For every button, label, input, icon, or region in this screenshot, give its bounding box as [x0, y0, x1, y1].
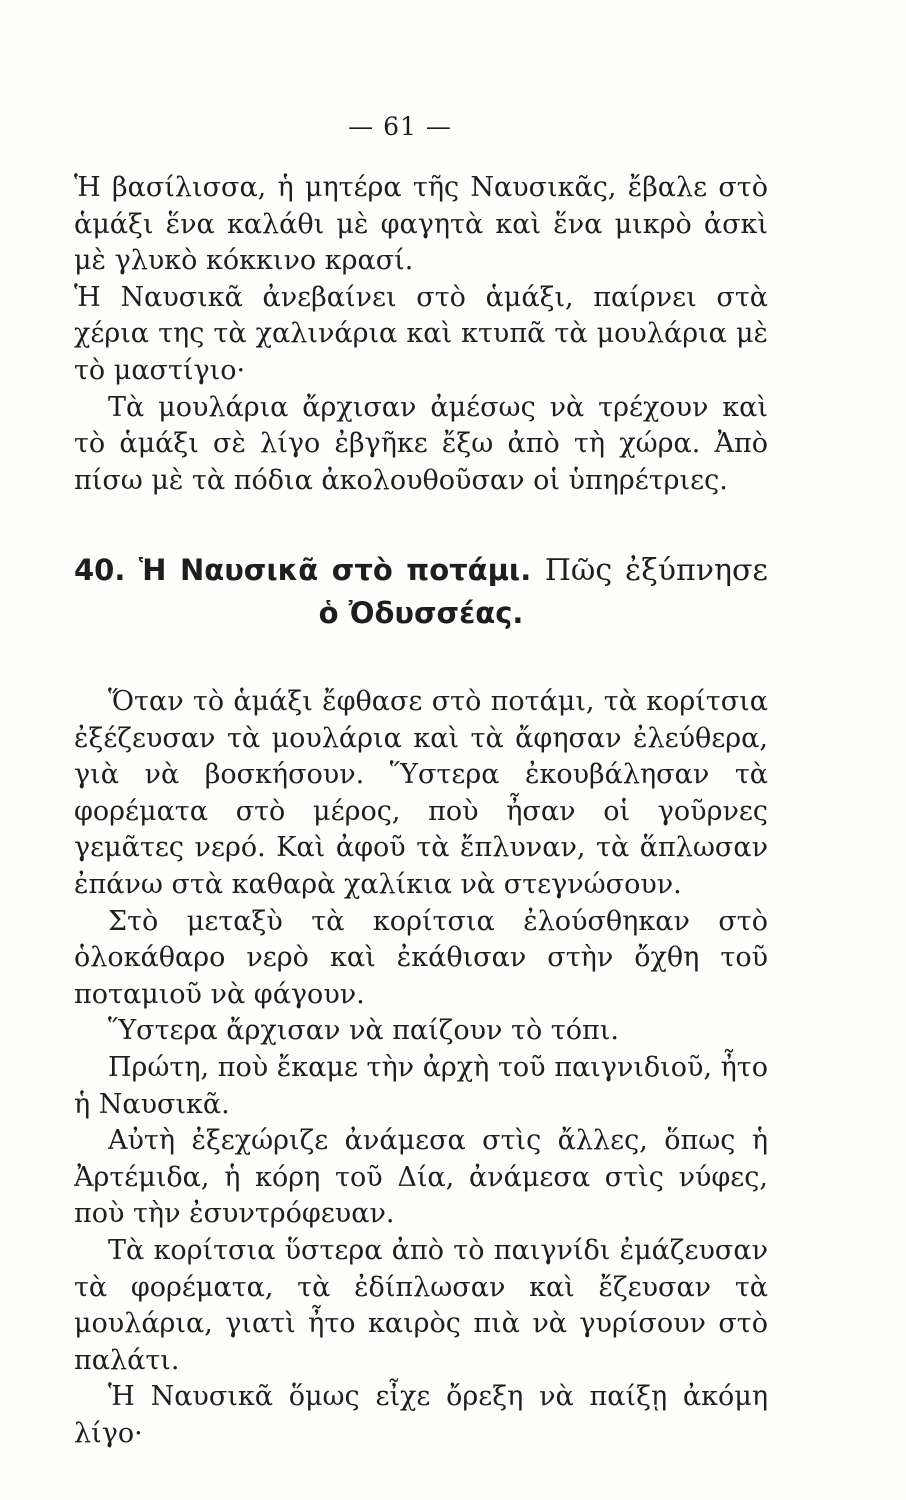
chapter-title-bold: Ἡ Ναυσικᾶ στὸ ποτάμι.: [138, 553, 532, 587]
chapter-title-plain: Πῶς ἐξύπνησε: [544, 553, 768, 588]
section-1-text: [74, 170, 768, 499]
chapter-number: 40.: [74, 553, 126, 587]
section-2-text: [74, 684, 768, 1452]
paragraph: Πρώτη, ποὺ ἔκαμε τὴν ἀρχὴ τοῦ παιγνιδιοῦ, ἦτο ἡ Ναυσικᾶ.: [74, 1051, 768, 1120]
paragraph: Ὕστερα ἄρχισαν νὰ παίζουν τὸ τόπι.: [108, 1015, 619, 1047]
paragraph: Ἡ Ναυσικᾶ ὅμως εἶχε ὄρεξη νὰ παίξῃ ἀκόμη λίγο·: [74, 1381, 768, 1449]
paragraph: Τὰ κορίτσια ὕστερα ἀπὸ τὸ παιγνίδι ἐμάζευσαν τὰ φορέματα, τὰ ἐδίπλωσαν καὶ ἔζευσαν τὰ μουλάρια, γιατὶ ἦτο καιρὸς πιὰ νὰ γυρίσουν στὸ παλάτι.: [74, 1234, 768, 1376]
chapter-heading-line-1: [74, 549, 768, 592]
paragraph: Τὰ μουλάρια ἄρχισαν ἀμέσως νὰ τρέχουν καὶ τὸ ἁμάξι σὲ λίγο ἐβγῆκε ἔξω ἀπὸ τὴ χώρα. Ἀπὸ πίσω μὲ τὰ πόδια ἀκολουθοῦσαν οἱ ὑπηρέτριες.: [74, 391, 768, 496]
paragraph: Αὐτὴ ἐξεχώριζε ἀνάμεσα στὶς ἄλλες, ὅπως ἡ Ἀρτέμιδα, ἡ κόρη τοῦ Δία, ἀνάμεσα στὶς νύφες, ποὺ τὴν ἐσυντρόφευαν.: [74, 1125, 768, 1230]
paragraph: Ἡ Ναυσικᾶ ἀνεβαίνει στὸ ἁμάξι, παίρνει στὰ χέρια της τὰ χαλινάρια καὶ κτυπᾶ τὰ μουλάρια μὲ τὸ μαστίγιο·: [74, 281, 768, 386]
chapter-heading: [74, 549, 768, 634]
page-number: — 61 —: [348, 112, 452, 141]
paragraph: Ὅταν τὸ ἁμάξι ἔφθασε στὸ ποτάμι, τὰ κορίτσια ἐξέζευσαν τὰ μουλάρια καὶ τὰ ἄφησαν ἐλεύθερα, γιὰ νὰ βοσκήσουν. Ὕστερα ἐκουβάλησαν τὰ φορέματα στὸ μέρος, ποὺ ἦσαν οἱ γοῦρνες γεμᾶτες νερό. Καὶ ἀφοῦ τὰ ἔπλυναν, τὰ ἅπλωσαν ἐπάνω στὰ καθαρὰ χαλίκια νὰ στεγνώσουν.: [74, 686, 768, 900]
paragraph: Ἡ βασίλισσα, ἡ μητέρα τῆς Ναυσικᾶς, ἔβαλε στὸ ἁμάξι ἕνα καλάθι μὲ φαγητὰ καὶ ἕνα μικρὸ ἀσκὶ μὲ γλυκὸ κόκκινο κρασί.: [74, 172, 768, 277]
chapter-title-line-2: ὁ Ὀδυσσέας.: [318, 596, 524, 630]
paragraph: Στὸ μεταξὺ τὰ κορίτσια ἐλούσθηκαν στὸ ὁλοκάθαρο νερὸ καὶ ἐκάθισαν στὴν ὄχθη τοῦ ποταμιοῦ νὰ φάγουν.: [74, 905, 768, 1010]
